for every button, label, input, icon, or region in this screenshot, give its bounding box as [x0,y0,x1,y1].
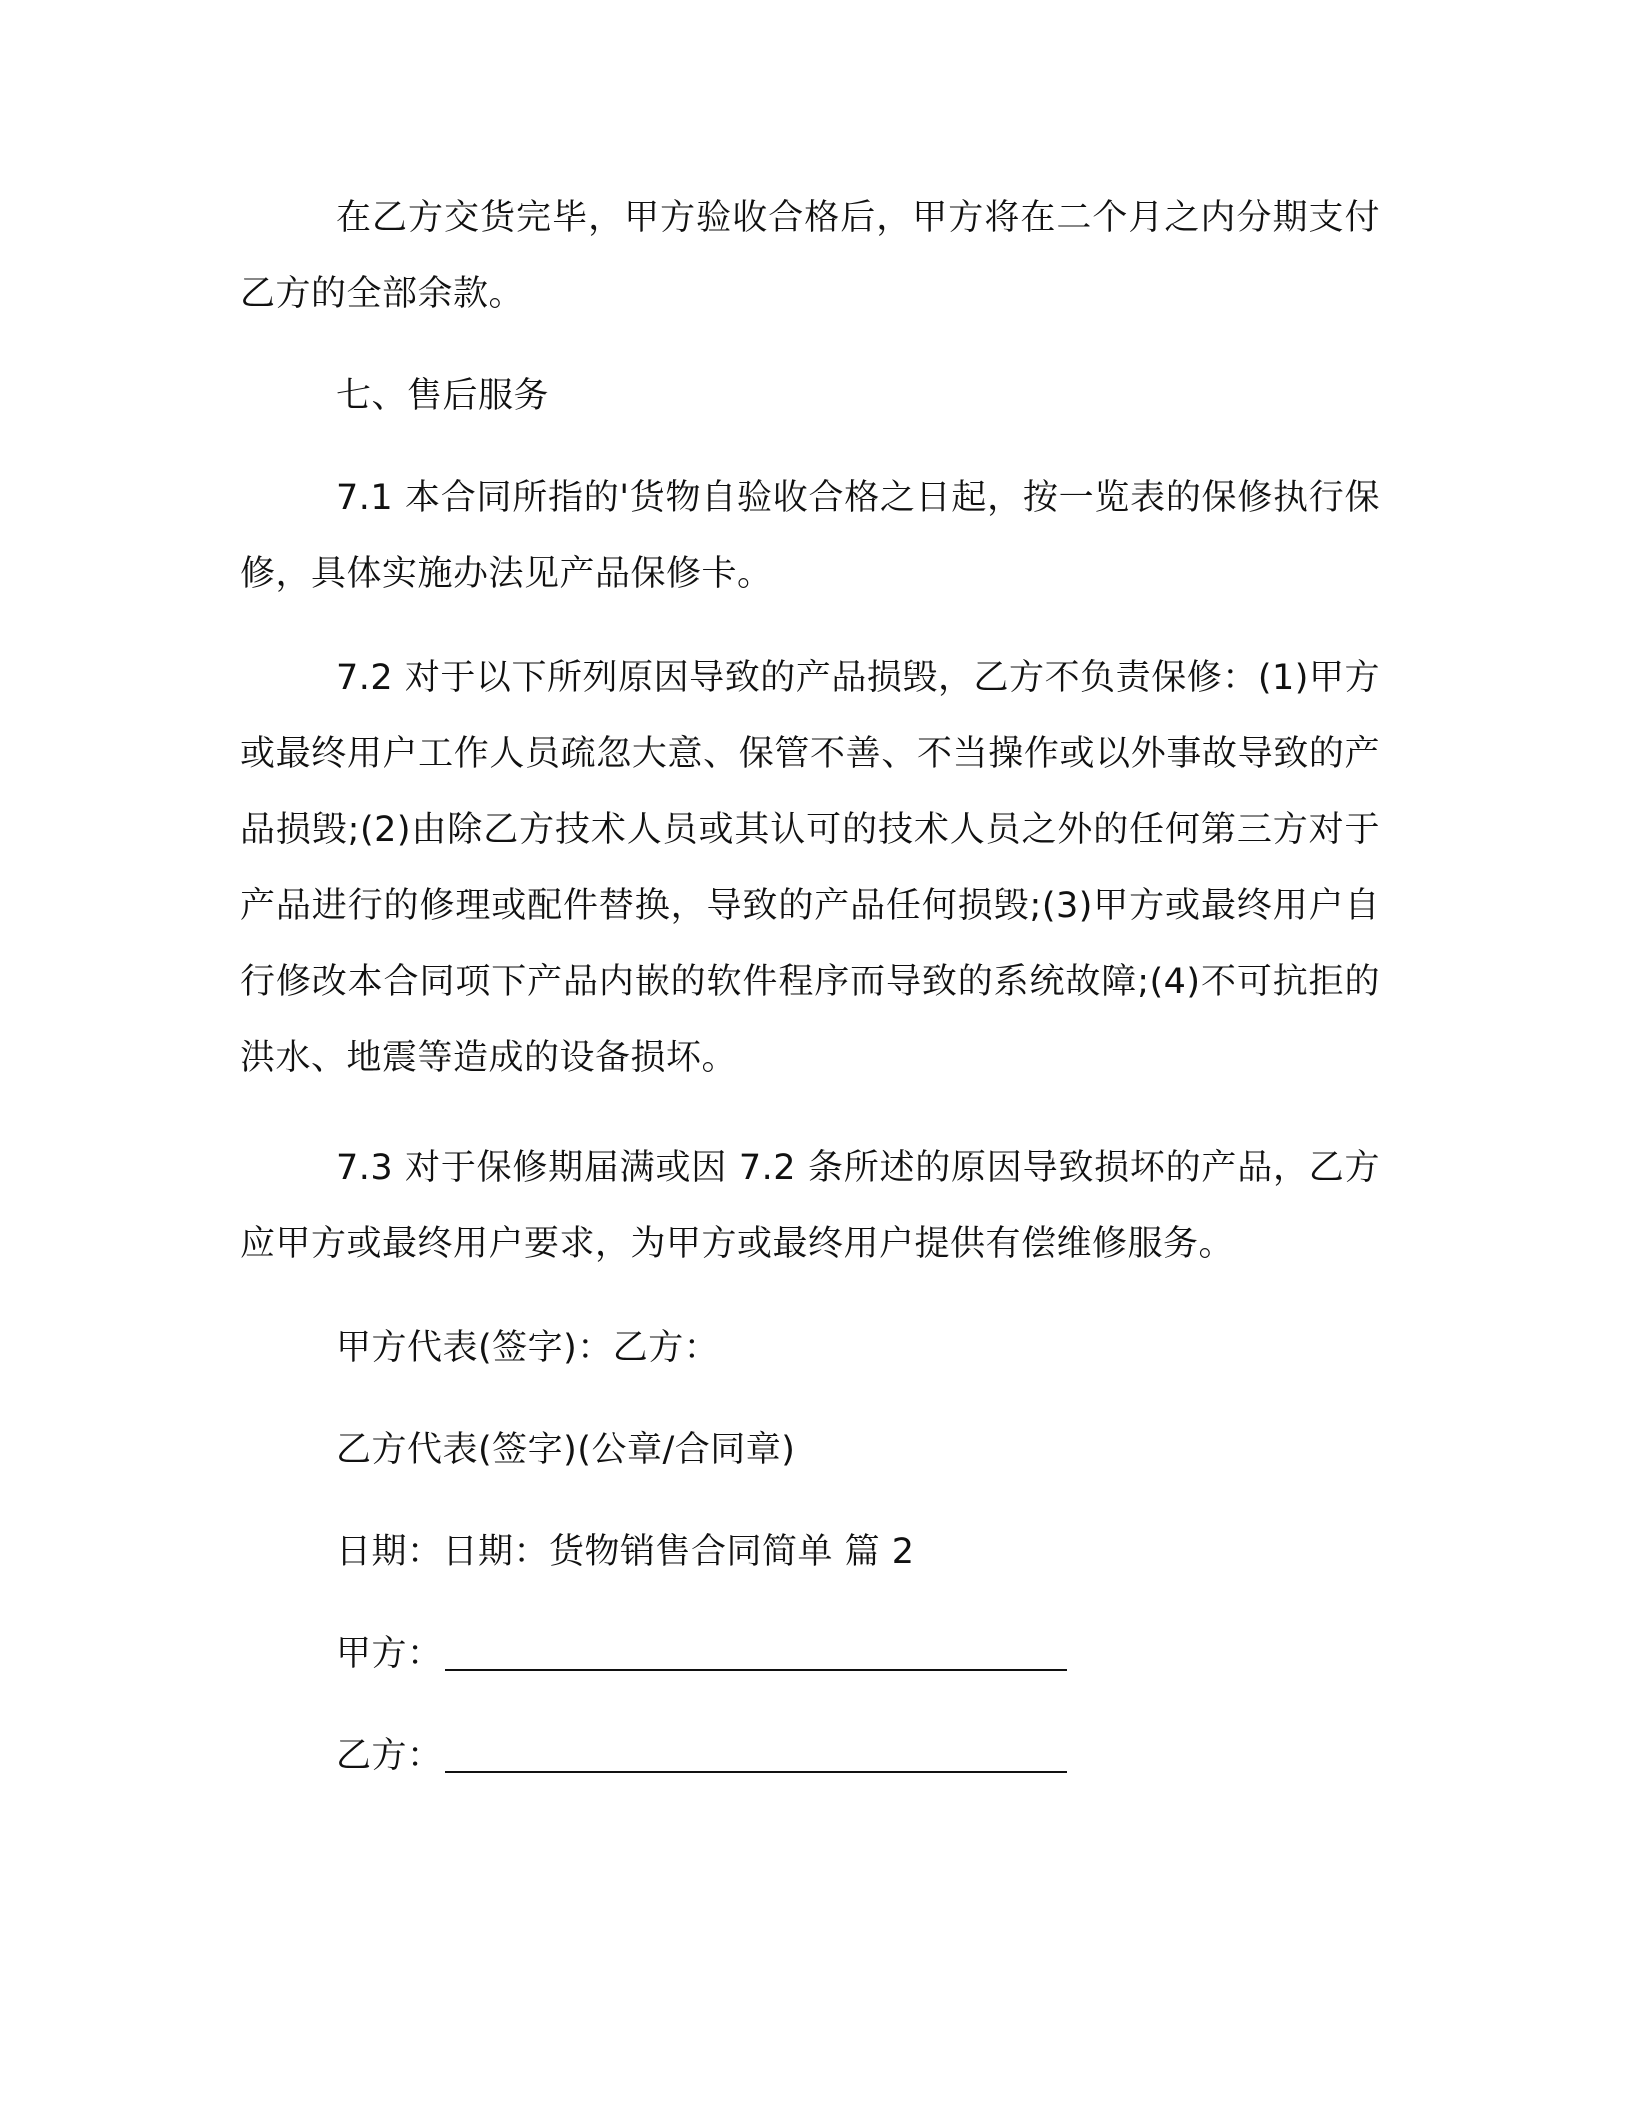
party-a-blank-underline [445,1669,1067,1671]
clause-7-1: 7.1 本合同所指的'货物自验收合格之日起，按一览表的保修执行保修，具体实施办法见产品保修卡。 [240,478,1380,594]
party-b-label: 乙方： [336,1736,443,1776]
section-heading-after-sales: 七、售后服务 [336,376,550,416]
clause-7-3: 7.3 对于保修期届满或因 7.2 条所述的原因导致损坏的产品，乙方应甲方或最终用户要求，为甲方或最终用户提供有偿维修服务。 [240,1148,1380,1264]
party-b-representative-line: 乙方代表(签字)(公章/合同章) [336,1430,796,1470]
party-a-representative-line: 甲方代表(签字)：乙方： [336,1328,720,1368]
date-line: 日期：日期：货物销售合同简单 篇 2 [336,1532,915,1572]
party-a-line [336,1616,1067,1692]
party-b-line [336,1718,1067,1794]
party-b-blank-underline [445,1771,1067,1773]
party-a-label: 甲方： [336,1634,443,1674]
clause-7-2: 7.2 对于以下所列原因导致的产品损毁，乙方不负责保修：(1)甲方或最终用户工作人员疏忽大意、保管不善、不当操作或以外事故导致的产品损毁;(2)由除乙方技术人员或其认可的技术人员之外的任何第三方对于产品进行的修理或配件替换，导致的产品任何损毁;(3)甲方或最终用户自行修改本合同项下产品内嵌的软件程序而导致的系统故障;(4)不可抗拒的洪水、地震等造成的设备损坏。 [240,658,1380,1078]
payment-paragraph: 在乙方交货完毕，甲方验收合格后，甲方将在二个月之内分期支付乙方的全部余款。 [240,198,1380,314]
